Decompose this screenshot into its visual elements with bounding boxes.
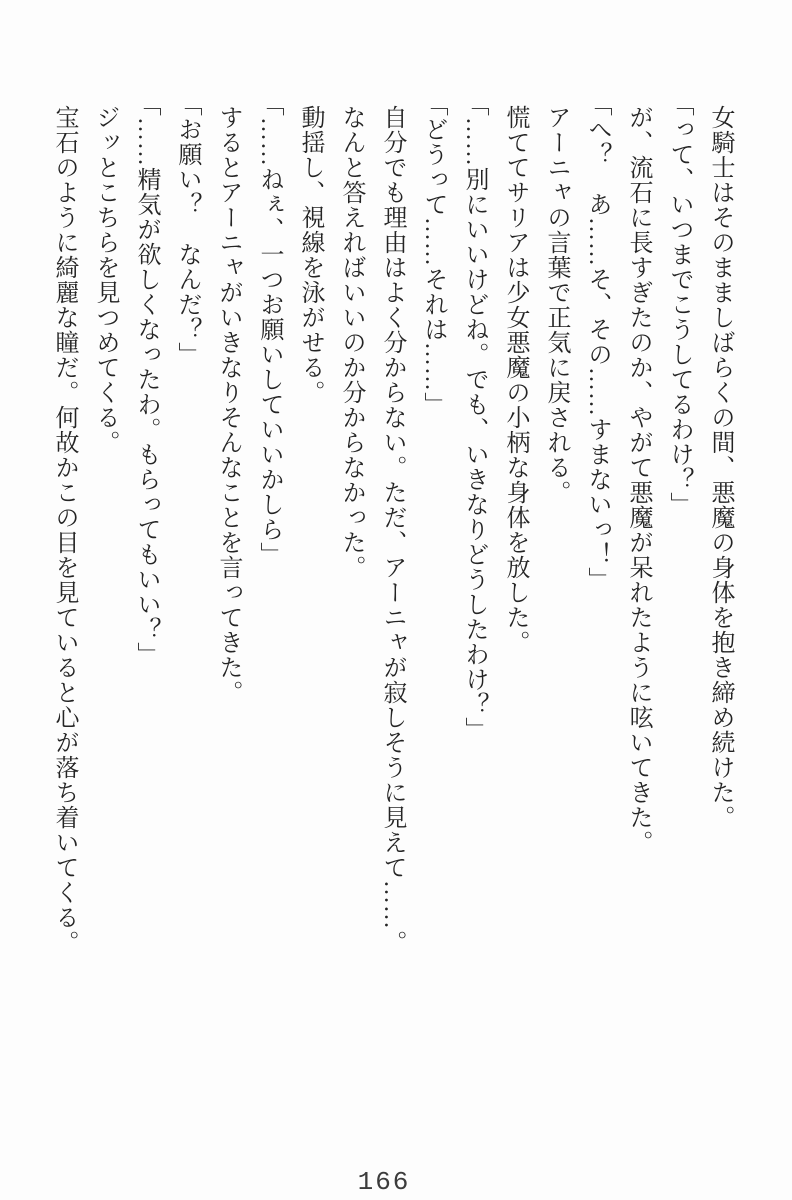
text-line: 宝石のように綺麗な瞳だ。何故かこの目を見ていると心が落ち着いてくる。 [51,105,77,955]
text-line: 「……別にいいけどね。でも、いきなりどうしたわけ？」 [461,92,487,742]
text-line: 「って、いつまでこうしてるわけ？」 [666,92,692,517]
text-line: 自分でも理由はよく分からない。ただ、アーニャが寂しそうに見えて……。 [379,105,405,955]
text-line: 女騎士はそのまましばらくの間、悪魔の身体を抱き締め続けた。 [707,105,733,830]
page-text [43,92,740,1127]
text-line: アーニャの言葉で正気に戻される。 [543,105,569,505]
text-line: 「……精気が欲しくなったわ。もらってもいい？」 [133,92,159,667]
page-number: 166 [357,1167,411,1197]
text-line: が、流石に長すぎたのか、やがて悪魔が呆れたように呟いてきた。 [625,105,651,855]
text-line: 「……ねぇ、一つお願いしていいかしら」 [256,92,282,567]
text-line: 動揺し、視線を泳がせる。 [297,105,323,405]
text-line: 慌ててサリアは少女悪魔の小柄な身体を放した。 [502,105,528,655]
text-line: なんと答えればいいのか分からなかった。 [338,105,364,580]
text-line: 「へ？ あ……そ、その……すまないっ！」 [584,92,610,592]
text-line: するとアーニャがいきなりそんなことを言ってきた。 [215,105,241,705]
text-line: 「どうって……それは……」 [420,92,446,417]
text-line: 「お願い？ なんだ？」 [174,92,200,367]
text-line: ジッとこちらを見つめてくる。 [92,105,118,455]
